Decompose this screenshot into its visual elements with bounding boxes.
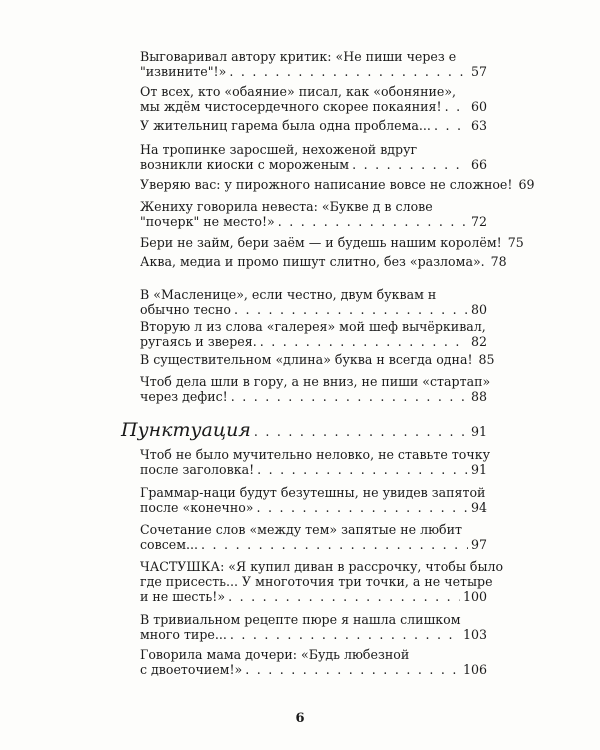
toc-entry-text: Граммар-наци будут безутешны, не увидев запятой	[140, 485, 486, 500]
toc-entry-text: где присесть... У многоточия три точки, а не четыре	[140, 574, 493, 589]
toc-entry-line	[140, 199, 487, 214]
toc-entry-text: У жительниц гарема была одна проблема...	[140, 118, 431, 133]
toc-entry-line	[140, 352, 495, 367]
toc-page-number: 63	[470, 118, 487, 133]
toc-page-number: 66	[470, 157, 487, 172]
leader-dots	[231, 389, 468, 404]
toc-entry-line	[140, 64, 487, 79]
toc-entry-line	[140, 462, 487, 477]
toc-entry-line	[140, 177, 535, 192]
toc-entry	[140, 254, 507, 269]
toc-entry-line	[140, 302, 487, 317]
toc-entry-line	[140, 627, 487, 642]
toc-entry	[140, 374, 491, 404]
toc-entry	[140, 522, 487, 552]
toc-page-number: 97	[470, 537, 487, 552]
leader-dots	[352, 157, 468, 172]
toc-entry-text: На тропинке заросшей, нехоженой вдруг	[140, 142, 418, 157]
toc-entry-text: Бери не займ, бери заём — и будешь нашим королём!	[140, 235, 502, 250]
toc-entry-text: совсем...	[140, 537, 199, 552]
toc-entry-line	[140, 214, 487, 229]
toc-entry	[140, 319, 487, 349]
toc-entry	[140, 142, 487, 172]
leader-dots	[230, 627, 460, 642]
toc-entry-text: много тире...	[140, 627, 227, 642]
toc-entry-line	[140, 500, 487, 515]
toc-entry-line	[140, 49, 487, 64]
toc-page-number: 69	[518, 177, 535, 192]
toc-entry-text: после заголовка!	[140, 462, 255, 477]
toc-entry	[140, 84, 487, 114]
toc-section-heading	[121, 419, 487, 443]
toc-entry-text: с двоеточием!»	[140, 662, 243, 677]
toc-entry-line	[140, 157, 487, 172]
toc-entry-line	[140, 84, 487, 99]
leader-dots	[257, 462, 468, 477]
toc-page-number: 72	[470, 214, 487, 229]
toc-entry-line	[140, 374, 491, 389]
toc-entry-text: ЧАСТУШКА: «Я купил диван в рассрочку, чтобы было	[140, 559, 504, 574]
toc-entry-text: и не шесть!»	[140, 589, 226, 604]
toc-entry-line	[140, 319, 487, 334]
toc-entry-text: В тривиальном рецепте пюре я нашла слишком	[140, 612, 461, 627]
toc-entry	[140, 118, 487, 133]
leader-dots	[201, 537, 468, 552]
toc-entry-line	[140, 254, 507, 269]
toc-entry-text: мы ждём чистосердечного скорее покаяния!	[140, 99, 442, 114]
toc-entry-line	[140, 537, 487, 552]
toc-entry-text: Вторую л из слова «галерея» мой шеф вычёркивал,	[140, 319, 486, 334]
toc-entry	[140, 49, 487, 79]
toc-entry-line	[140, 662, 487, 677]
leader-dots	[434, 118, 468, 133]
toc-page-number: 103	[462, 627, 487, 642]
leader-dots	[254, 421, 468, 443]
toc-entry-text: Уверяю вас: у пирожного написание вовсе не сложное!	[140, 177, 513, 192]
toc-entry	[140, 612, 487, 642]
toc-entry-text: после «конечно»	[140, 500, 254, 515]
toc-page-number: 91	[470, 462, 487, 477]
toc-entry-line	[140, 522, 487, 537]
toc-entry-text: Пунктуация	[121, 419, 251, 441]
toc-page-number: 57	[470, 64, 487, 79]
toc-entry	[140, 235, 524, 250]
toc-entry	[140, 447, 490, 477]
leader-dots	[260, 334, 468, 349]
toc-entry-text: Говорила мама дочери: «Будь любезной	[140, 647, 410, 662]
toc-entry-text: Выговаривал автору критик: «Не пиши через е	[140, 49, 457, 64]
toc-page-number: 82	[470, 334, 487, 349]
toc-entry-line	[121, 419, 487, 443]
leader-dots	[245, 662, 460, 677]
toc-entry	[140, 485, 487, 515]
toc-entry-text: "почерк" не место!»	[140, 214, 275, 229]
toc-entry	[140, 199, 487, 229]
toc-page-number: 94	[470, 500, 487, 515]
toc-page-number: 88	[470, 389, 487, 404]
toc-entry-text: ругаясь и зверея.	[140, 334, 257, 349]
leader-dots	[278, 214, 468, 229]
toc-entry-text: Сочетание слов «между тем» запятые не любит	[140, 522, 462, 537]
toc-entry	[140, 647, 487, 677]
toc-entry-line	[140, 334, 487, 349]
toc-page-number: 106	[462, 662, 487, 677]
toc-entry-text: Чтоб не было мучительно неловко, не ставьте точку	[140, 447, 490, 462]
toc-entry	[140, 287, 487, 317]
leader-dots	[445, 99, 468, 114]
toc-page-number: 91	[470, 424, 487, 439]
toc-entry-line	[140, 612, 487, 627]
leader-dots	[257, 500, 468, 515]
toc-entry-line	[140, 235, 524, 250]
leader-dots	[234, 302, 468, 317]
toc-entry-line	[140, 118, 487, 133]
toc-entry-line	[140, 142, 487, 157]
toc-entry-line	[140, 447, 490, 462]
toc-entry-line	[140, 589, 487, 604]
toc-entry-line	[140, 559, 504, 574]
toc-entry	[140, 352, 495, 367]
toc-page-number: 60	[470, 99, 487, 114]
toc-entry-text: В «Масленице», если честно, двум буквам н	[140, 287, 437, 302]
toc-entry-line	[140, 287, 487, 302]
toc-entry-text: От всех, кто «обаяние» писал, как «обоняние»,	[140, 84, 457, 99]
toc-page-number: 80	[470, 302, 487, 317]
toc-entry-line	[140, 574, 493, 589]
toc-entry-text: Аква, медиа и промо пишут слитно, без «разлома».	[140, 254, 485, 269]
toc-entry-line	[140, 389, 487, 404]
toc-entry-text: через дефис!	[140, 389, 228, 404]
toc-page-number: 75	[507, 235, 524, 250]
toc-entry-text: Чтоб дела шли в гору, а не вниз, не пиши «стартап»	[140, 374, 491, 389]
leader-dots	[228, 589, 460, 604]
toc-entry-text: возникли киоски с мороженым	[140, 157, 350, 172]
toc-entry-line	[140, 485, 487, 500]
toc-entry-line	[140, 647, 487, 662]
toc-page-number: 85	[478, 352, 495, 367]
toc-entry	[140, 559, 504, 604]
toc-entry	[140, 177, 535, 192]
toc-entry-text: Жениху говорила невеста: «Букве д в слове	[140, 199, 433, 214]
leader-dots	[229, 64, 468, 79]
toc-page-number: 100	[462, 589, 487, 604]
toc-entry-text: В существительном «длина» буква н всегда одна!	[140, 352, 473, 367]
toc-entry-line	[140, 99, 487, 114]
page-number: 6	[295, 711, 305, 726]
toc-entry-text: обычно тесно	[140, 302, 231, 317]
toc-entry-text: "извините"!»	[140, 64, 227, 79]
toc-page-number: 78	[490, 254, 507, 269]
